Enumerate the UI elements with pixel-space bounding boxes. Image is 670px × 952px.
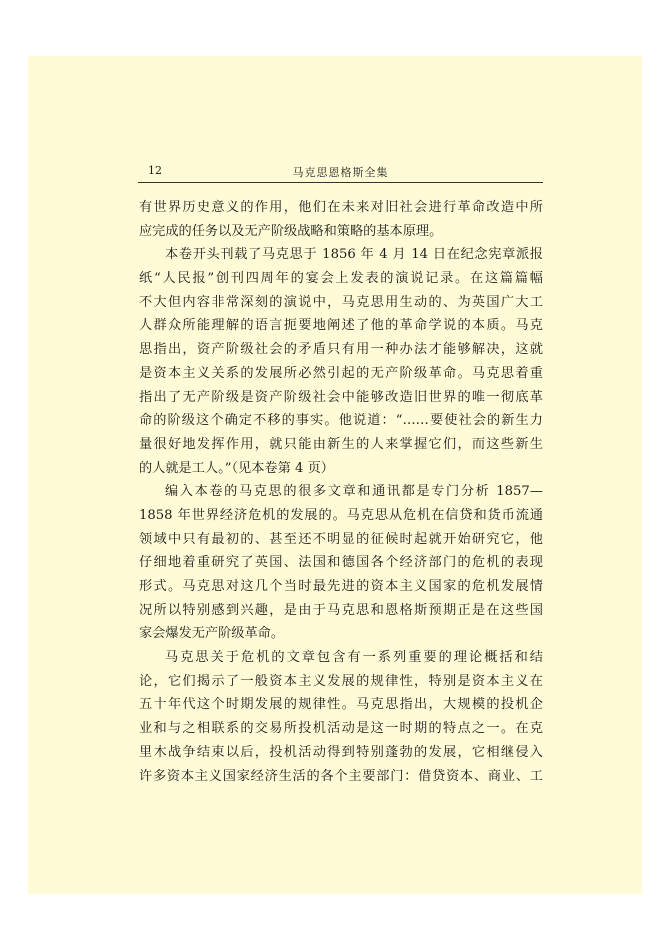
text-line: 指出了无产阶级是资产阶级社会中能够改造旧世界的唯一彻底革 [139, 389, 543, 405]
text-line: 有世界历史意义的作用，他们在未来对旧社会进行革命改造中所 [139, 200, 543, 215]
text-line: 思指出，资产阶级社会的矛盾只有用一种办法才能够解决，这就 [139, 342, 543, 358]
page-number: 12 [148, 164, 162, 177]
text-line: 况所以特别感到兴趣，是由于马克思和恩格斯预期正是在这些国 [139, 602, 543, 618]
page-header [138, 162, 543, 183]
text-line: 是资本主义关系的发展所必然引起的无产阶级革命。马克思着重 [139, 365, 543, 381]
text-line: 仔细地着重研究了英国、法国和德国各个经济部门的危机的表现 [139, 555, 543, 571]
text-line: 许多资本主义国家经济生活的各个主要部门：借贷资本、商业、工 [139, 768, 543, 784]
text-line: 命的阶级这个确定不移的事实。他说道：“……要使社会的新生力 [139, 413, 543, 429]
text-line: 应完成的任务以及无产阶级战略和策略的基本原理。 [139, 223, 443, 239]
text-line: 形式。马克思对这几个当时最先进的资本主义国家的危机发展情 [139, 579, 543, 594]
text-line: 本卷开头刊载了马克思于 1856 年 4 月 14 日在纪念宪章派报 [165, 247, 543, 263]
text-line: 纸“人民报”创刊四周年的宴会上发表的演说记录。在这篇篇幅 [139, 271, 543, 287]
text-line: 领域中只有最初的、甚至还不明显的征候时起就开始研究它，他 [139, 531, 543, 547]
text-line: 不大但内容非常深刻的演说中，马克思用生动的、为英国广大工 [139, 294, 543, 310]
text-line: 量很好地发挥作用，就只能由新生的人来掌握它们，而这些新生 [139, 436, 543, 452]
text-line: 马克思关于危机的文章包含有一系列重要的理论概括和结 [165, 650, 543, 666]
text-line: 的人就是工人。”（见本卷第 4 页） [139, 460, 334, 476]
body-text [139, 196, 543, 788]
text-line: 里木战争结束以后，投机活动得到特别蓬勃的发展，它相继侵入 [139, 744, 543, 760]
text-line: 五十年代这个时期发展的规律性。马克思指出，大规模的投机企 [139, 697, 543, 713]
text-line: 人群众所能理解的语言扼要地阐述了他的革命学说的本质。马克 [139, 318, 543, 334]
running-title: 马克思恩格斯全集 [292, 166, 389, 179]
text-line: 业和与之相联系的交易所投机活动是这一时期的特点之一。在克 [139, 721, 543, 737]
text-line: 论，它们揭示了一般资本主义发展的规律性，特别是资本主义在 [139, 673, 543, 689]
text-line: 1858 年世界经济危机的发展的。马克思从危机在信贷和货币流通 [139, 507, 543, 523]
text-line: 编入本卷的马克思的很多文章和通讯都是专门分析 1857— [165, 484, 543, 500]
text-line: 家会爆发无产阶级革命。 [139, 626, 285, 642]
